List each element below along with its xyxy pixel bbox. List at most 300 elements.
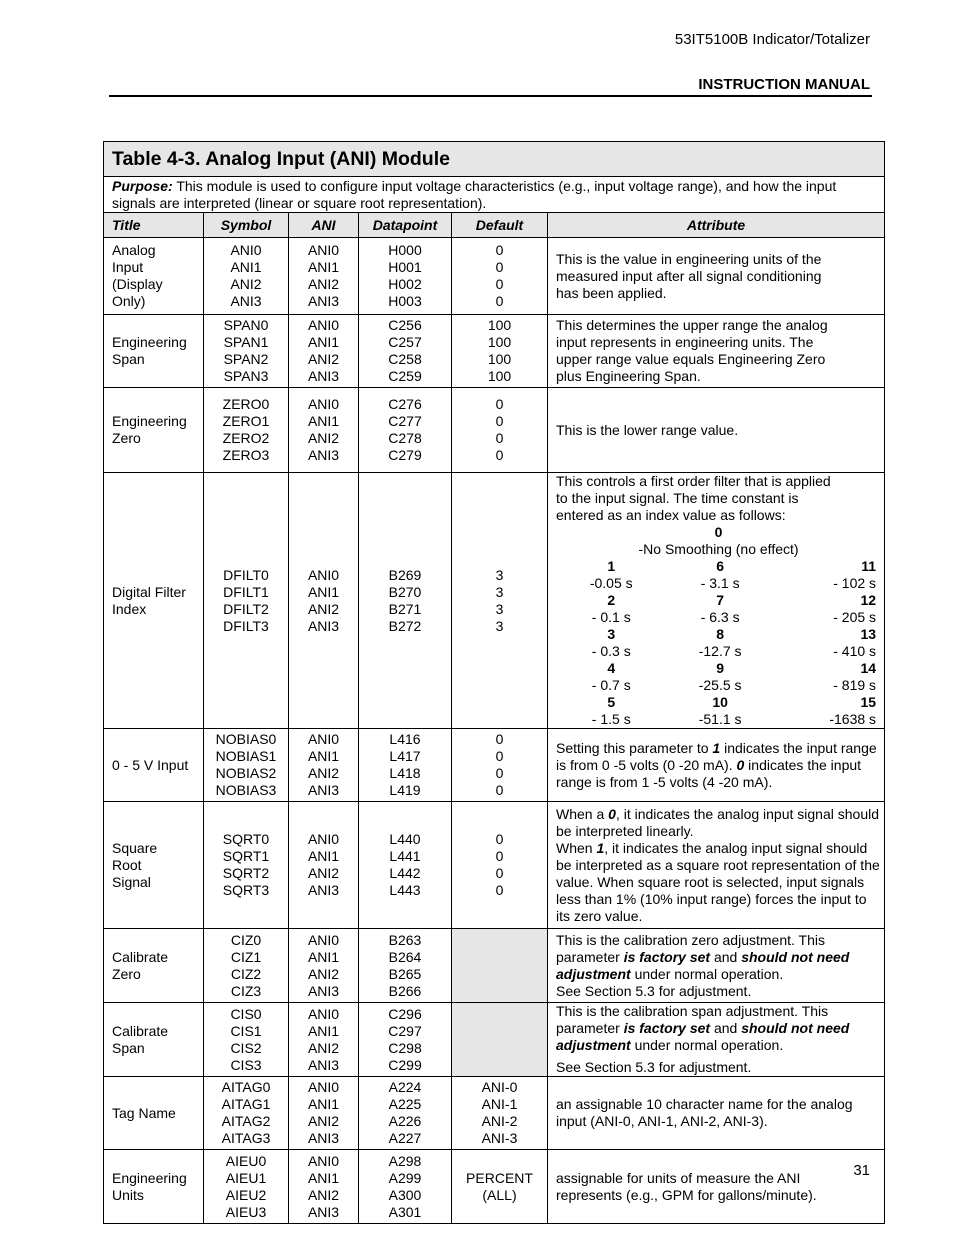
ani-line: ANI2 [307, 276, 340, 292]
table-row [104, 729, 885, 802]
filter-value: - 1.5 s [591, 711, 631, 727]
cell-title [104, 929, 204, 1003]
filter-row [556, 660, 881, 694]
datapoint-line: A227 [388, 1130, 422, 1146]
title-line: Zero [112, 965, 141, 982]
default-line: 0 [495, 293, 504, 309]
cell-datapoint [359, 315, 452, 388]
cell-attribute [548, 1077, 885, 1150]
ani-line: ANI1 [307, 948, 340, 965]
ani-line: ANI2 [307, 600, 340, 617]
cell-datapoint [359, 1003, 452, 1077]
cell-default [452, 929, 548, 1003]
default-line: 0 [495, 831, 504, 847]
datapoint-line: B263 [388, 931, 422, 948]
cell-symbol [204, 929, 289, 1003]
cell-symbol [204, 238, 289, 315]
symbol-line: ANI0 [230, 242, 262, 258]
datapoint-line: A299 [388, 1169, 422, 1186]
document-title: 53IT5100B Indicator/Totalizer [674, 31, 870, 48]
ani-line: ANI1 [307, 334, 340, 350]
title-line: Only) [112, 293, 146, 309]
symbol-line: AIEU0 [225, 1152, 267, 1169]
ani-line: ANI3 [307, 782, 340, 798]
cell-ani [289, 802, 359, 929]
ani-line: ANI0 [307, 731, 340, 747]
cell-datapoint [359, 388, 452, 473]
ani-line: ANI1 [307, 413, 340, 429]
attribute-line: entered as an index value as follows: [556, 507, 786, 523]
cell-default [452, 1077, 548, 1150]
attribute-line: upper range value equals Engineering Zero [556, 351, 826, 367]
title-line: Tag Name [112, 1104, 176, 1121]
cell-title [104, 388, 204, 473]
datapoint-line: L416 [389, 731, 421, 747]
attribute-emphasis: 0 [608, 805, 616, 822]
filter-cell [667, 694, 774, 728]
default-line: 100 [487, 351, 512, 367]
attribute-text: indicates the input range is from 0 -5 volts (0 -20 mA). [556, 739, 877, 773]
cell-attribute [548, 929, 885, 1003]
attribute-line: This controls a first order filter that is applied [556, 473, 831, 489]
cell-symbol [204, 1003, 289, 1077]
attribute-line: measured input after all signal conditioning [556, 267, 822, 284]
attribute-line: input (ANI-0, ANI-1, ANI-2, ANI-3). [556, 1113, 768, 1129]
default-line: 0 [495, 447, 504, 463]
cell-ani [289, 388, 359, 473]
attribute-line: assignable for units of measure the ANI [556, 1169, 801, 1186]
ani-line: ANI3 [307, 882, 340, 898]
ani-line: ANI2 [307, 430, 340, 446]
cell-datapoint [359, 238, 452, 315]
cell-datapoint [359, 729, 452, 802]
attribute-text: and [710, 1020, 742, 1036]
cell-symbol [204, 729, 289, 802]
filter-cell [556, 558, 667, 592]
ani-line: ANI0 [307, 566, 340, 583]
default-line: PERCENT [466, 1169, 533, 1186]
default-line: ANI-1 [481, 1096, 518, 1112]
title-line: Engineering [112, 413, 187, 429]
cell-title [104, 315, 204, 388]
filter-index: 6 [716, 558, 725, 574]
datapoint-line: L418 [389, 765, 421, 781]
ani-line: ANI1 [307, 583, 340, 600]
datapoint-line: H000 [388, 242, 422, 258]
datapoint-line: C258 [388, 351, 422, 367]
filter-value: -1638 s [829, 711, 877, 727]
attribute-text: When [556, 839, 597, 856]
symbol-line: AIEU3 [225, 1203, 267, 1220]
cell-title [104, 238, 204, 315]
cell-attribute [548, 473, 885, 729]
cell-default [452, 388, 548, 473]
attribute-paragraph [556, 840, 881, 925]
attribute-text: under normal operation. [630, 1037, 784, 1053]
default-line: ANI-3 [481, 1130, 518, 1146]
cell-default [452, 473, 548, 729]
cell-attribute [548, 802, 885, 929]
title-line: Input [112, 259, 144, 275]
column-header-title: Title [104, 213, 204, 238]
column-header-row [104, 213, 885, 238]
filter-index: 11 [861, 558, 877, 574]
filter-value: - 819 s [833, 677, 877, 693]
table-row [104, 388, 885, 473]
default-line: ANI-0 [481, 1079, 518, 1095]
datapoint-line: C256 [388, 317, 422, 333]
symbol-line: DFILT3 [223, 617, 269, 634]
ani-line: ANI0 [307, 1079, 340, 1095]
attribute-line: represents (e.g., GPM for gallons/minute). [556, 1186, 817, 1203]
filter-row [556, 592, 881, 626]
datapoint-line: C299 [388, 1056, 422, 1073]
symbol-line: DFILT0 [223, 566, 269, 583]
attribute-line: This is the lower range value. [556, 421, 739, 438]
cell-default [452, 315, 548, 388]
ani-line: ANI0 [307, 317, 340, 333]
filter-index: 1 [607, 558, 616, 574]
attribute-paragraph: See Section 5.3 for adjustment. [556, 1059, 752, 1075]
cell-ani [289, 1150, 359, 1224]
cell-ani [289, 729, 359, 802]
filter-index: 14 [860, 660, 877, 676]
filter-cell [556, 660, 667, 694]
cell-symbol [204, 1150, 289, 1224]
title-line: Calibrate [112, 948, 169, 965]
cell-default [452, 1150, 548, 1224]
cell-symbol [204, 473, 289, 729]
ani-line: ANI2 [307, 351, 340, 367]
ani-line: ANI2 [307, 965, 340, 982]
datapoint-line: C279 [388, 447, 422, 463]
ani-line: ANI2 [307, 765, 340, 781]
table-row [104, 473, 885, 729]
cell-ani [289, 238, 359, 315]
symbol-line: CIS0 [230, 1005, 262, 1022]
default-line: 0 [495, 413, 504, 429]
datapoint-line: B269 [388, 566, 422, 583]
symbol-line: ZERO1 [222, 413, 270, 429]
datapoint-line: C278 [388, 430, 422, 446]
cell-datapoint [359, 1077, 452, 1150]
datapoint-line: A224 [388, 1079, 422, 1095]
filter-index: 2 [607, 592, 616, 608]
datapoint-line: C277 [388, 413, 422, 429]
title-line: Span [112, 351, 145, 367]
title-line: Signal [112, 873, 151, 890]
cell-ani [289, 929, 359, 1003]
filter-index: 13 [860, 626, 877, 642]
filter-value: - 6.3 s [700, 609, 740, 625]
column-header-attribute: Attribute [548, 213, 885, 238]
header-rule [109, 95, 872, 97]
symbol-line: ANI1 [230, 259, 262, 275]
ani-line: ANI1 [307, 748, 340, 764]
attribute-emphasis: 0 [736, 756, 745, 773]
title-line: Engineering [112, 334, 187, 350]
symbol-line: SPAN3 [223, 368, 269, 384]
attribute-line: an assignable 10 character name for the analog [556, 1096, 853, 1112]
datapoint-line: C297 [388, 1022, 422, 1039]
cell-datapoint [359, 473, 452, 729]
datapoint-line: B270 [388, 583, 422, 600]
column-header-default: Default [452, 213, 548, 238]
symbol-line: SPAN0 [223, 317, 269, 333]
datapoint-line: A298 [388, 1152, 422, 1169]
title-line: Square [112, 839, 158, 856]
cell-ani [289, 315, 359, 388]
ani-line: ANI3 [307, 1130, 340, 1146]
default-line: (ALL) [482, 1186, 517, 1203]
ani-line: ANI3 [307, 368, 340, 384]
table-caption: Table 4-3. Analog Input (ANI) Module [104, 142, 885, 177]
default-line: 3 [495, 617, 504, 634]
title-line: (Display [112, 276, 163, 292]
cell-datapoint [359, 802, 452, 929]
purpose-text: This module is used to configure input voltage characteristics (e.g., input voltage range), and how the input signals are interpreted (linear or square root representation). [112, 178, 837, 211]
symbol-line: ANI3 [230, 293, 262, 309]
symbol-line: CIS2 [230, 1039, 262, 1056]
datapoint-line: C298 [388, 1039, 422, 1056]
datapoint-line: A225 [388, 1096, 422, 1112]
datapoint-line: L419 [389, 782, 421, 798]
cell-attribute [548, 1150, 885, 1224]
datapoint-line: B271 [388, 600, 422, 617]
cell-attribute [548, 1003, 885, 1077]
attribute-text: under normal operation. [630, 965, 784, 982]
filter-value: - 3.1 s [700, 575, 740, 591]
column-header-datapoint: Datapoint [359, 213, 452, 238]
ani-line: ANI3 [307, 1056, 340, 1073]
default-line: 0 [495, 782, 504, 798]
filter-cell [774, 626, 881, 660]
symbol-line: SQRT0 [222, 831, 270, 847]
filter-value: - 102 s [833, 575, 877, 591]
filter-index-table [556, 558, 881, 728]
attribute-paragraph [556, 932, 881, 983]
table-row [104, 929, 885, 1003]
default-line: 0 [495, 430, 504, 446]
filter-index: 10 [712, 694, 728, 710]
filter-index: 7 [716, 592, 725, 608]
cell-attribute [548, 315, 885, 388]
cell-ani [289, 1003, 359, 1077]
filter-cell [556, 694, 667, 728]
cell-symbol [204, 1077, 289, 1150]
symbol-line: AITAG1 [221, 1096, 271, 1112]
datapoint-line: H003 [388, 293, 422, 309]
title-line: Index [112, 600, 147, 617]
filter-cell [667, 626, 774, 660]
symbol-line: CIZ2 [230, 965, 262, 982]
symbol-line: CIZ3 [230, 982, 262, 999]
attribute-paragraph: See Section 5.3 for adjustment. [556, 982, 752, 999]
attribute-line: This determines the upper range the analog [556, 317, 828, 333]
cell-default [452, 238, 548, 315]
cell-attribute [548, 238, 885, 315]
symbol-line: CIS3 [230, 1056, 262, 1073]
datapoint-line: L417 [389, 748, 421, 764]
cell-title [104, 473, 204, 729]
symbol-line: CIZ0 [230, 931, 262, 948]
filter-cell [774, 558, 881, 592]
symbol-line: SQRT3 [222, 882, 270, 898]
default-line: 0 [495, 276, 504, 292]
symbol-line: CIS1 [230, 1022, 262, 1039]
table-row [104, 1150, 885, 1224]
cell-symbol [204, 802, 289, 929]
attribute-line: This is the value in engineering units of the [556, 250, 822, 267]
filter-cell [667, 592, 774, 626]
title-line: Root [112, 856, 142, 873]
ani-line: ANI3 [307, 982, 340, 999]
filter-cell [556, 592, 667, 626]
purpose-label: Purpose: [112, 178, 173, 194]
filter-cell [774, 660, 881, 694]
attribute-text: When a [556, 805, 609, 822]
filter-cell [667, 558, 774, 592]
datapoint-line: B264 [388, 948, 422, 965]
attribute-emphasis: 1 [712, 739, 721, 756]
ani-line: ANI3 [307, 1203, 340, 1220]
attribute-text: , it indicates the analog input signal should be interpreted as a square root representation of the value. When square root is selected, input signals less than 1% (10% input range) forces the input to its zero value. [556, 839, 880, 924]
filter-row [556, 558, 881, 592]
datapoint-line: C259 [388, 368, 422, 384]
filter-value: -0.05 s [589, 575, 633, 591]
datapoint-line: H002 [388, 276, 422, 292]
cell-default [452, 802, 548, 929]
table-row [104, 802, 885, 929]
cell-symbol [204, 388, 289, 473]
ani-line: ANI0 [307, 931, 340, 948]
cell-title [104, 802, 204, 929]
cell-default [452, 1003, 548, 1077]
title-line: Engineering [112, 1169, 187, 1186]
datapoint-line: L442 [389, 865, 421, 881]
ani-line: ANI2 [307, 1186, 340, 1203]
symbol-line: AIEU1 [225, 1169, 267, 1186]
attribute-line: input represents in engineering units. The [556, 334, 814, 350]
symbol-line: SPAN2 [223, 351, 269, 367]
datapoint-line: H001 [388, 259, 422, 275]
datapoint-line: B265 [388, 965, 422, 982]
symbol-line: NOBIAS0 [215, 731, 277, 747]
cell-title [104, 1150, 204, 1224]
default-line: 0 [495, 748, 504, 764]
datapoint-line: A301 [388, 1203, 422, 1220]
filter-row [556, 626, 881, 660]
ani-line: ANI1 [307, 259, 340, 275]
filter-index: 15 [860, 694, 877, 710]
title-line: Analog [112, 242, 156, 258]
ani-line: ANI1 [307, 1096, 340, 1112]
attribute-text: Setting this parameter to [556, 739, 713, 756]
ani-line: ANI2 [307, 865, 340, 881]
ani-line: ANI3 [307, 447, 340, 463]
default-line: 100 [487, 334, 512, 350]
datapoint-line: C257 [388, 334, 422, 350]
no-smoothing-line [556, 524, 881, 558]
attribute-line: to the input signal. The time constant is [556, 490, 799, 506]
attribute-emphasis: is factory set [623, 1020, 711, 1036]
cell-title [104, 1077, 204, 1150]
cell-title [104, 729, 204, 802]
symbol-line: NOBIAS1 [215, 748, 277, 764]
cell-default [452, 729, 548, 802]
default-line: 0 [495, 882, 504, 898]
filter-value: - 205 s [833, 609, 877, 625]
default-line: 0 [495, 765, 504, 781]
attribute-text: and [710, 948, 742, 965]
ani-line: ANI1 [307, 1169, 340, 1186]
symbol-line: AITAG0 [221, 1079, 271, 1095]
attribute-text: This is the calibration zero adjustment. This parameter [556, 931, 825, 965]
datapoint-line: C276 [388, 396, 422, 412]
filter-row [556, 694, 881, 728]
default-line: 3 [495, 583, 504, 600]
default-line: 3 [495, 566, 504, 583]
filter-index: 4 [607, 660, 616, 676]
datapoint-line: A300 [388, 1186, 422, 1203]
filter-value: - 0.1 s [591, 609, 631, 625]
title-line: Calibrate [112, 1022, 169, 1039]
ani-line: ANI2 [307, 1113, 340, 1129]
default-line: 100 [487, 368, 512, 384]
table-row [104, 238, 885, 315]
ani-line: ANI0 [307, 1005, 340, 1022]
default-line: 0 [495, 865, 504, 881]
filter-index: 0 [714, 524, 723, 540]
filter-cell [556, 626, 667, 660]
attribute-text: , it indicates the analog input signal should be interpreted linearly. [556, 805, 880, 839]
filter-index: 12 [860, 592, 877, 608]
default-line: 100 [487, 317, 512, 333]
table-row [104, 1077, 885, 1150]
attribute-line: plus Engineering Span. [556, 368, 701, 384]
datapoint-line: C296 [388, 1005, 422, 1022]
page-number: 31 [853, 1162, 870, 1179]
attribute-emphasis: should not need adjustment [556, 1020, 850, 1053]
filter-index: 5 [607, 694, 616, 710]
default-line: 0 [495, 848, 504, 864]
datapoint-line: L441 [389, 848, 421, 864]
cell-ani [289, 473, 359, 729]
cell-ani [289, 1077, 359, 1150]
attribute-text: indicates the input range is from 1 -5 volts (4 -20 mA). [556, 756, 862, 790]
ani-line: ANI1 [307, 1022, 340, 1039]
filter-value: -12.7 s [698, 643, 742, 659]
document-subtitle: INSTRUCTION MANUAL [698, 76, 870, 93]
default-line: 3 [495, 600, 504, 617]
attribute-line: has been applied. [556, 284, 667, 301]
cell-symbol [204, 315, 289, 388]
attribute-paragraph [556, 806, 881, 840]
filter-cell [774, 694, 881, 728]
attribute-text: This is the calibration span adjustment. This parameter [556, 1003, 829, 1036]
symbol-line: NOBIAS2 [215, 765, 277, 781]
default-line: 0 [495, 731, 504, 747]
table-row [104, 315, 885, 388]
symbol-line: SQRT1 [222, 848, 270, 864]
cell-datapoint [359, 1150, 452, 1224]
symbol-line: CIZ1 [230, 948, 262, 965]
datapoint-line: A226 [388, 1113, 422, 1129]
default-line: 0 [495, 259, 504, 275]
filter-value: -No Smoothing (no effect) [638, 541, 799, 557]
symbol-line: DFILT1 [223, 583, 269, 600]
default-line: 0 [495, 396, 504, 412]
